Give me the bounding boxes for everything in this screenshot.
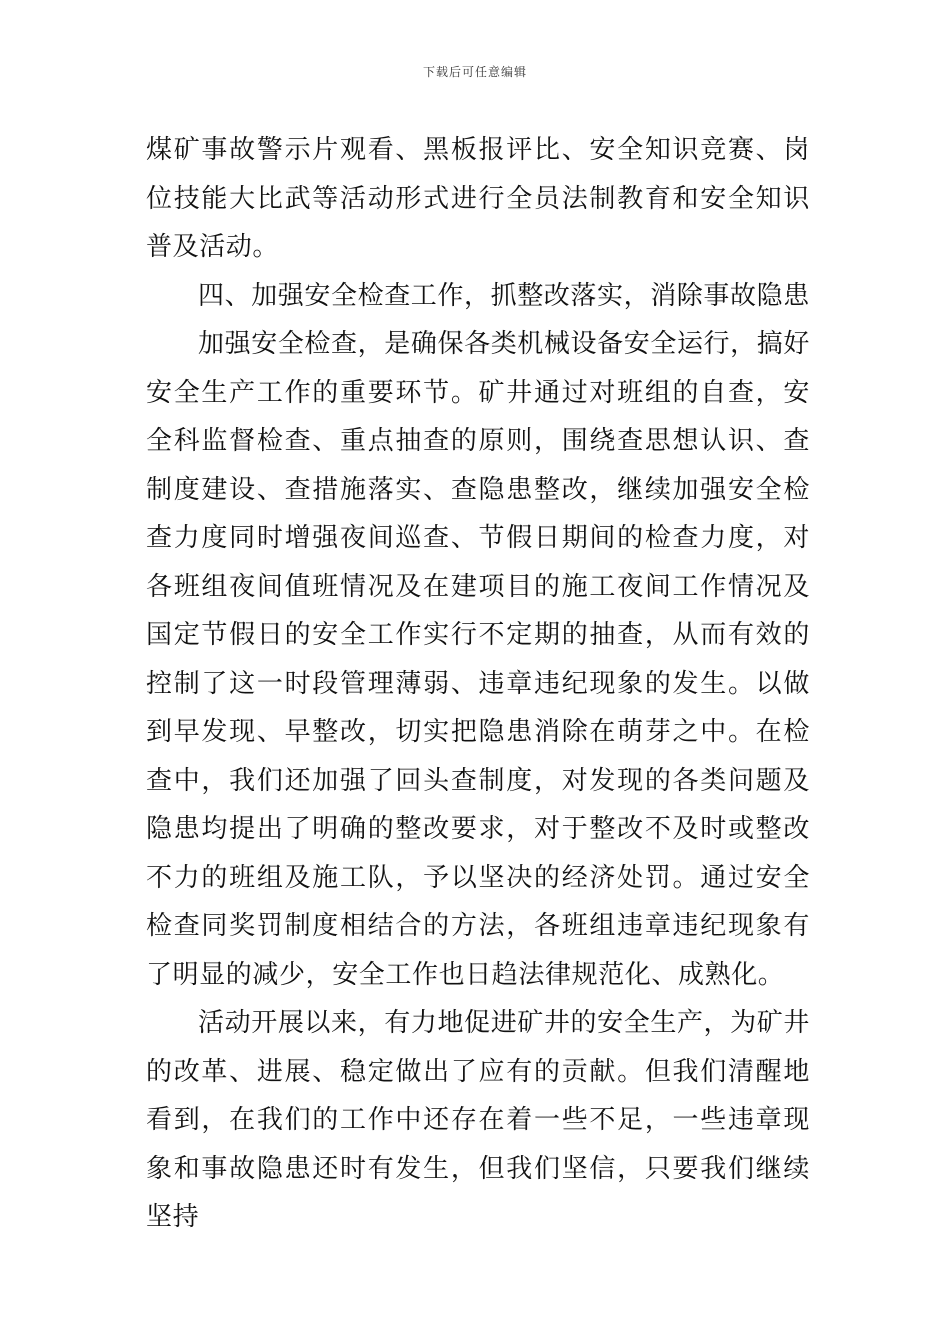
paragraph-education-activities: 煤矿事故警示片观看、黑板报评比、安全知识竞赛、岗位技能大比武等活动形式进行全员法制教育和安全知识普及活动。 [146,135,810,262]
document-body [146,126,810,1242]
page-header: 下载后可任意编辑 [422,65,527,79]
paragraph-safety-inspection: 加强安全检查，是确保各类机械设备安全运行，搞好安全生产工作的重要环节。矿井通过对班组的自查，安全科监督检查、重点抽查的原则，围绕查思想认识、查制度建设、查措施落实、查隐患整改，继续加强安全检查力度同时增强夜间巡查、节假日期间的检查力度，对各班组夜间值班情况及在建项目的施工夜间工作情况及国定节假日的安全工作实行不定期的抽查，从而有效的控制了这一时段管理薄弱、违章违纪现象的发生。以做到早发现、早整改，切实把隐患消除在萌芽之中。在检查中，我们还加强了回头查制度，对发现的各类问题及隐患均提出了明确的整改要求，对于整改不及时或整改不力的班组及施工队，予以坚决的经济处罚。通过安全检查同奖罚制度相结合的方法，各班组违章违纪现象有了明显的减少，安全工作也日趋法律规范化、成熟化。 [146,329,810,990]
paragraph-conclusion: 活动开展以来，有力地促进矿井的安全生产，为矿井的改革、进展、稳定做出了应有的贡献。但我们清醒地看到，在我们的工作中还存在着一些不足，一些违章现象和事故隐患还时有发生，但我们坚信，只要我们继续坚持 [146,1008,810,1232]
section-heading-safety-inspection: 四、加强安全检查工作，抓整改落实，消除事故隐患 [198,280,810,311]
